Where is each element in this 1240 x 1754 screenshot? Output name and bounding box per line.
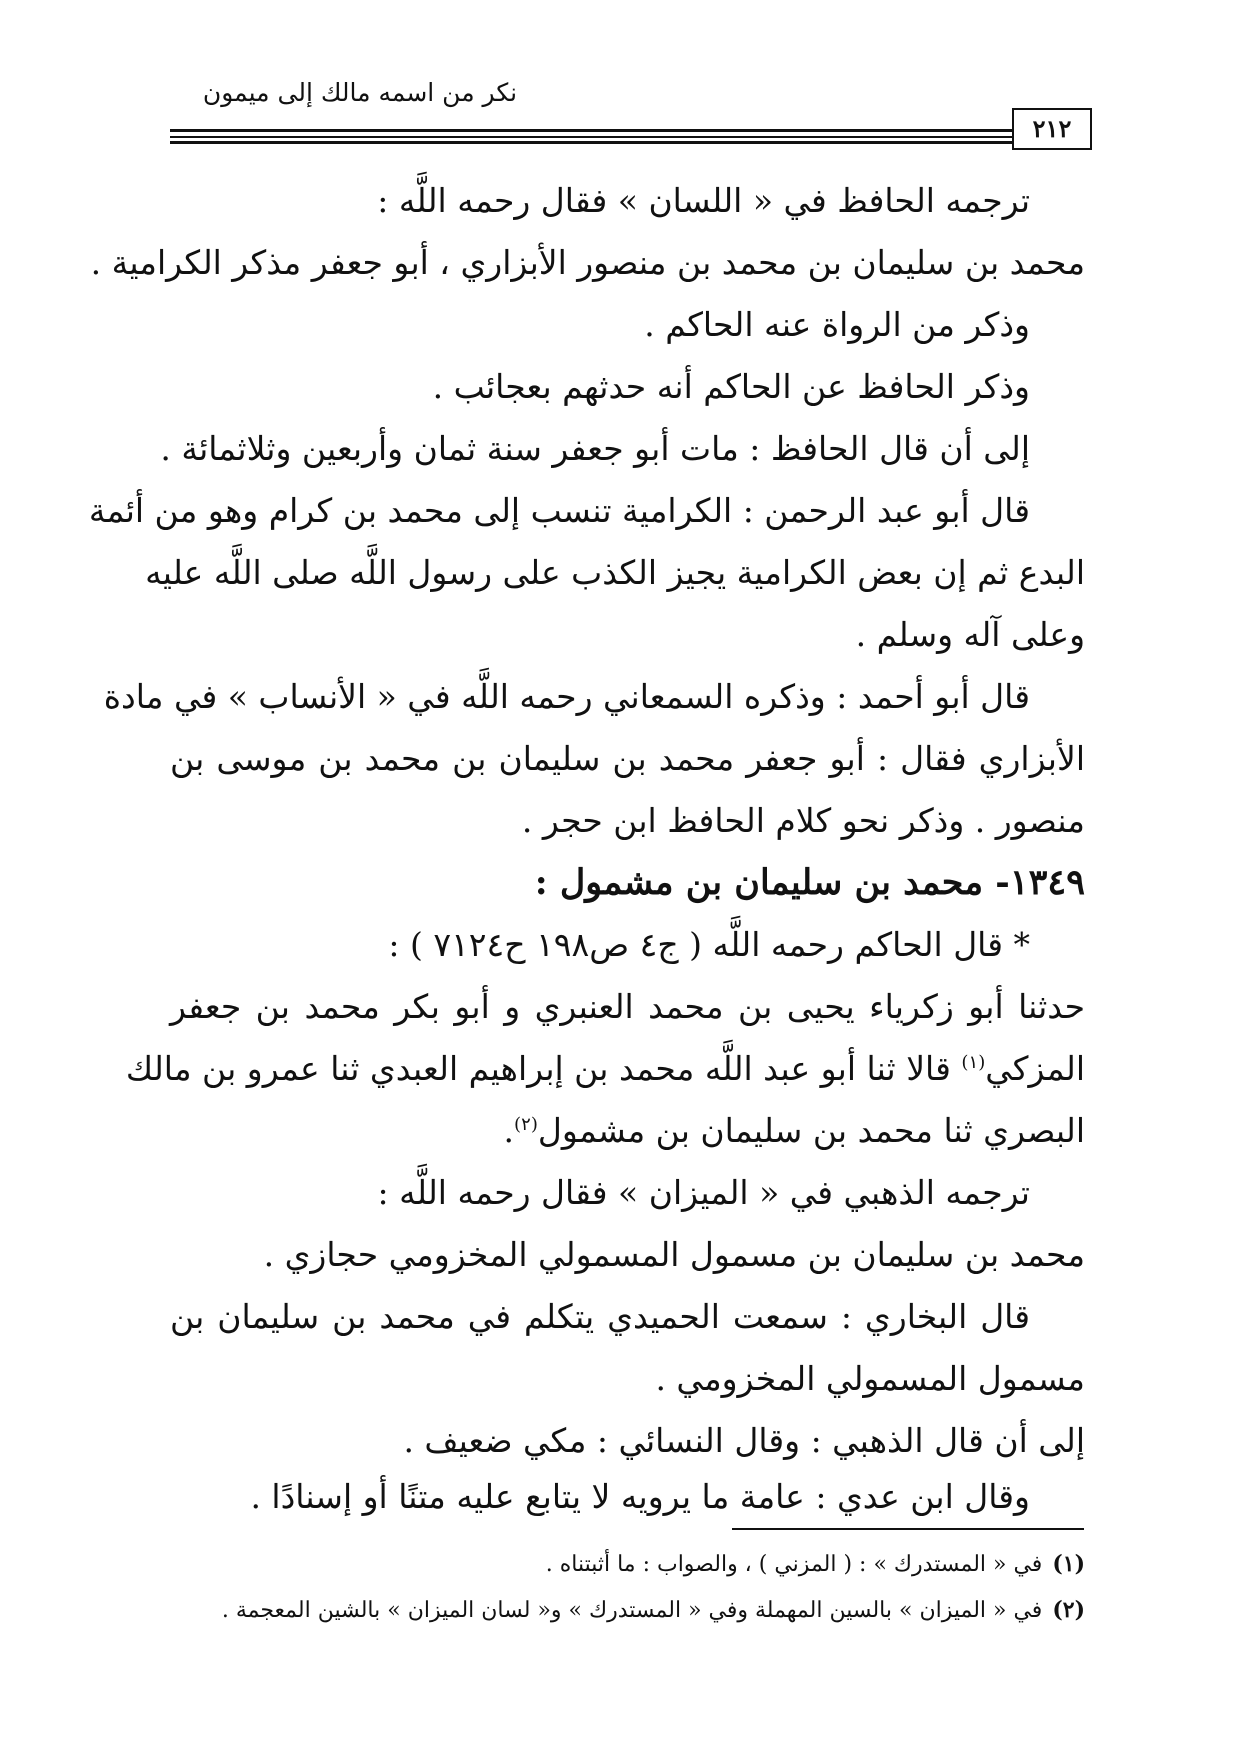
line-text: قالا ثنا أبو عبد اللَّه محمد بن إبراهيم العبدي ثنا عمرو بن مالك [125, 1049, 962, 1088]
body-line: منصور . وذكر نحو كلام الحافظ ابن حجر . [521, 801, 1085, 840]
body-line: ترجمه الحافظ في « اللسان » فقال رحمه اللَّه : [377, 181, 1030, 220]
line-text: البصري ثنا محمد بن سليمان بن مشمول [537, 1111, 1085, 1150]
body-line [125, 1038, 1085, 1100]
body-line: وقال ابن عدي : عامة ما يرويه لا يتابع عليه متنًا أو إسنادًا . [250, 1477, 1030, 1516]
footnote-marker: (١) [961, 1052, 986, 1073]
body-line: حدثنا أبو زكرياء يحيى بن محمد العنبري و أبو بكر محمد بن جعفر [170, 987, 1085, 1026]
footnote-number: (١) [1052, 1551, 1085, 1577]
body-line: قال أبو أحمد : وذكره السمعاني رحمه اللَّه في « الأنساب » في مادة [103, 677, 1030, 716]
body-line: محمد بن سليمان بن محمد بن منصور الأبزاري ، أبو جعفر مذكر الكرامية . [90, 243, 1085, 282]
footnote-marker: (٢) [514, 1114, 538, 1135]
body-line: قال أبو عبد الرحمن : الكرامية تنسب إلى محمد بن كرام وهو من أئمة [88, 491, 1030, 530]
body-line: وذكر من الرواة عنه الحاكم . [644, 305, 1030, 344]
page-number: ٢١٢ [1012, 108, 1092, 150]
footnote-separator [732, 1528, 1084, 1530]
body-line: إلى أن قال الذهبي : وقال النسائي : مكي ضعيف . [403, 1421, 1085, 1460]
header-rule [170, 136, 1075, 138]
header-rule [170, 141, 1075, 144]
body-line: ترجمه الذهبي في « الميزان » فقال رحمه اللَّه : [377, 1173, 1030, 1212]
footnote-text: في « المستدرك » : ( المزني ) ، والصواب : ما أثبتناه . [545, 1552, 1043, 1577]
body-line: وذكر الحافظ عن الحاكم أنه حدثهم بعجائب . [432, 367, 1030, 406]
body-line: * قال الحاكم رحمه اللَّه ( ج٤ ص١٩٨ ح٧١٢٤ ) : [388, 925, 1030, 964]
line-text: المزكي [985, 1049, 1085, 1088]
body-line: قال البخاري : سمعت الحميدي يتكلم في محمد بن سليمان بن [170, 1297, 1030, 1336]
entry-heading: ١٣٤٩- محمد بن سليمان بن مشمول : [534, 862, 1085, 903]
body-line: البدع ثم إن بعض الكرامية يجيز الكذب على رسول اللَّه صلى اللَّه عليه [145, 553, 1085, 592]
running-header-title: نكر من اسمه مالك إلى ميمون [202, 78, 518, 107]
body-line [150, 1100, 1085, 1162]
line-text: . [503, 1111, 515, 1150]
footnote-number: (٢) [1052, 1597, 1085, 1623]
body-line: الأبزاري فقال : أبو جعفر محمد بن سليمان بن محمد بن موسى بن [170, 739, 1085, 778]
footnote [150, 1542, 1085, 1586]
header-rule [170, 129, 1075, 132]
body-line: وعلى آله وسلم . [855, 615, 1085, 654]
body-line: مسمول المسمولي المخزومي . [655, 1359, 1085, 1398]
footnote [150, 1588, 1085, 1632]
footnote-text: في « الميزان » بالسين المهملة وفي « المستدرك » و« لسان الميزان » بالشين المعجمة . [221, 1598, 1043, 1623]
body-line: محمد بن سليمان بن مسمول المسمولي المخزومي حجازي . [263, 1235, 1085, 1274]
body-line: إلى أن قال الحافظ : مات أبو جعفر سنة ثمان وأربعين وثلاثمائة . [160, 429, 1030, 468]
